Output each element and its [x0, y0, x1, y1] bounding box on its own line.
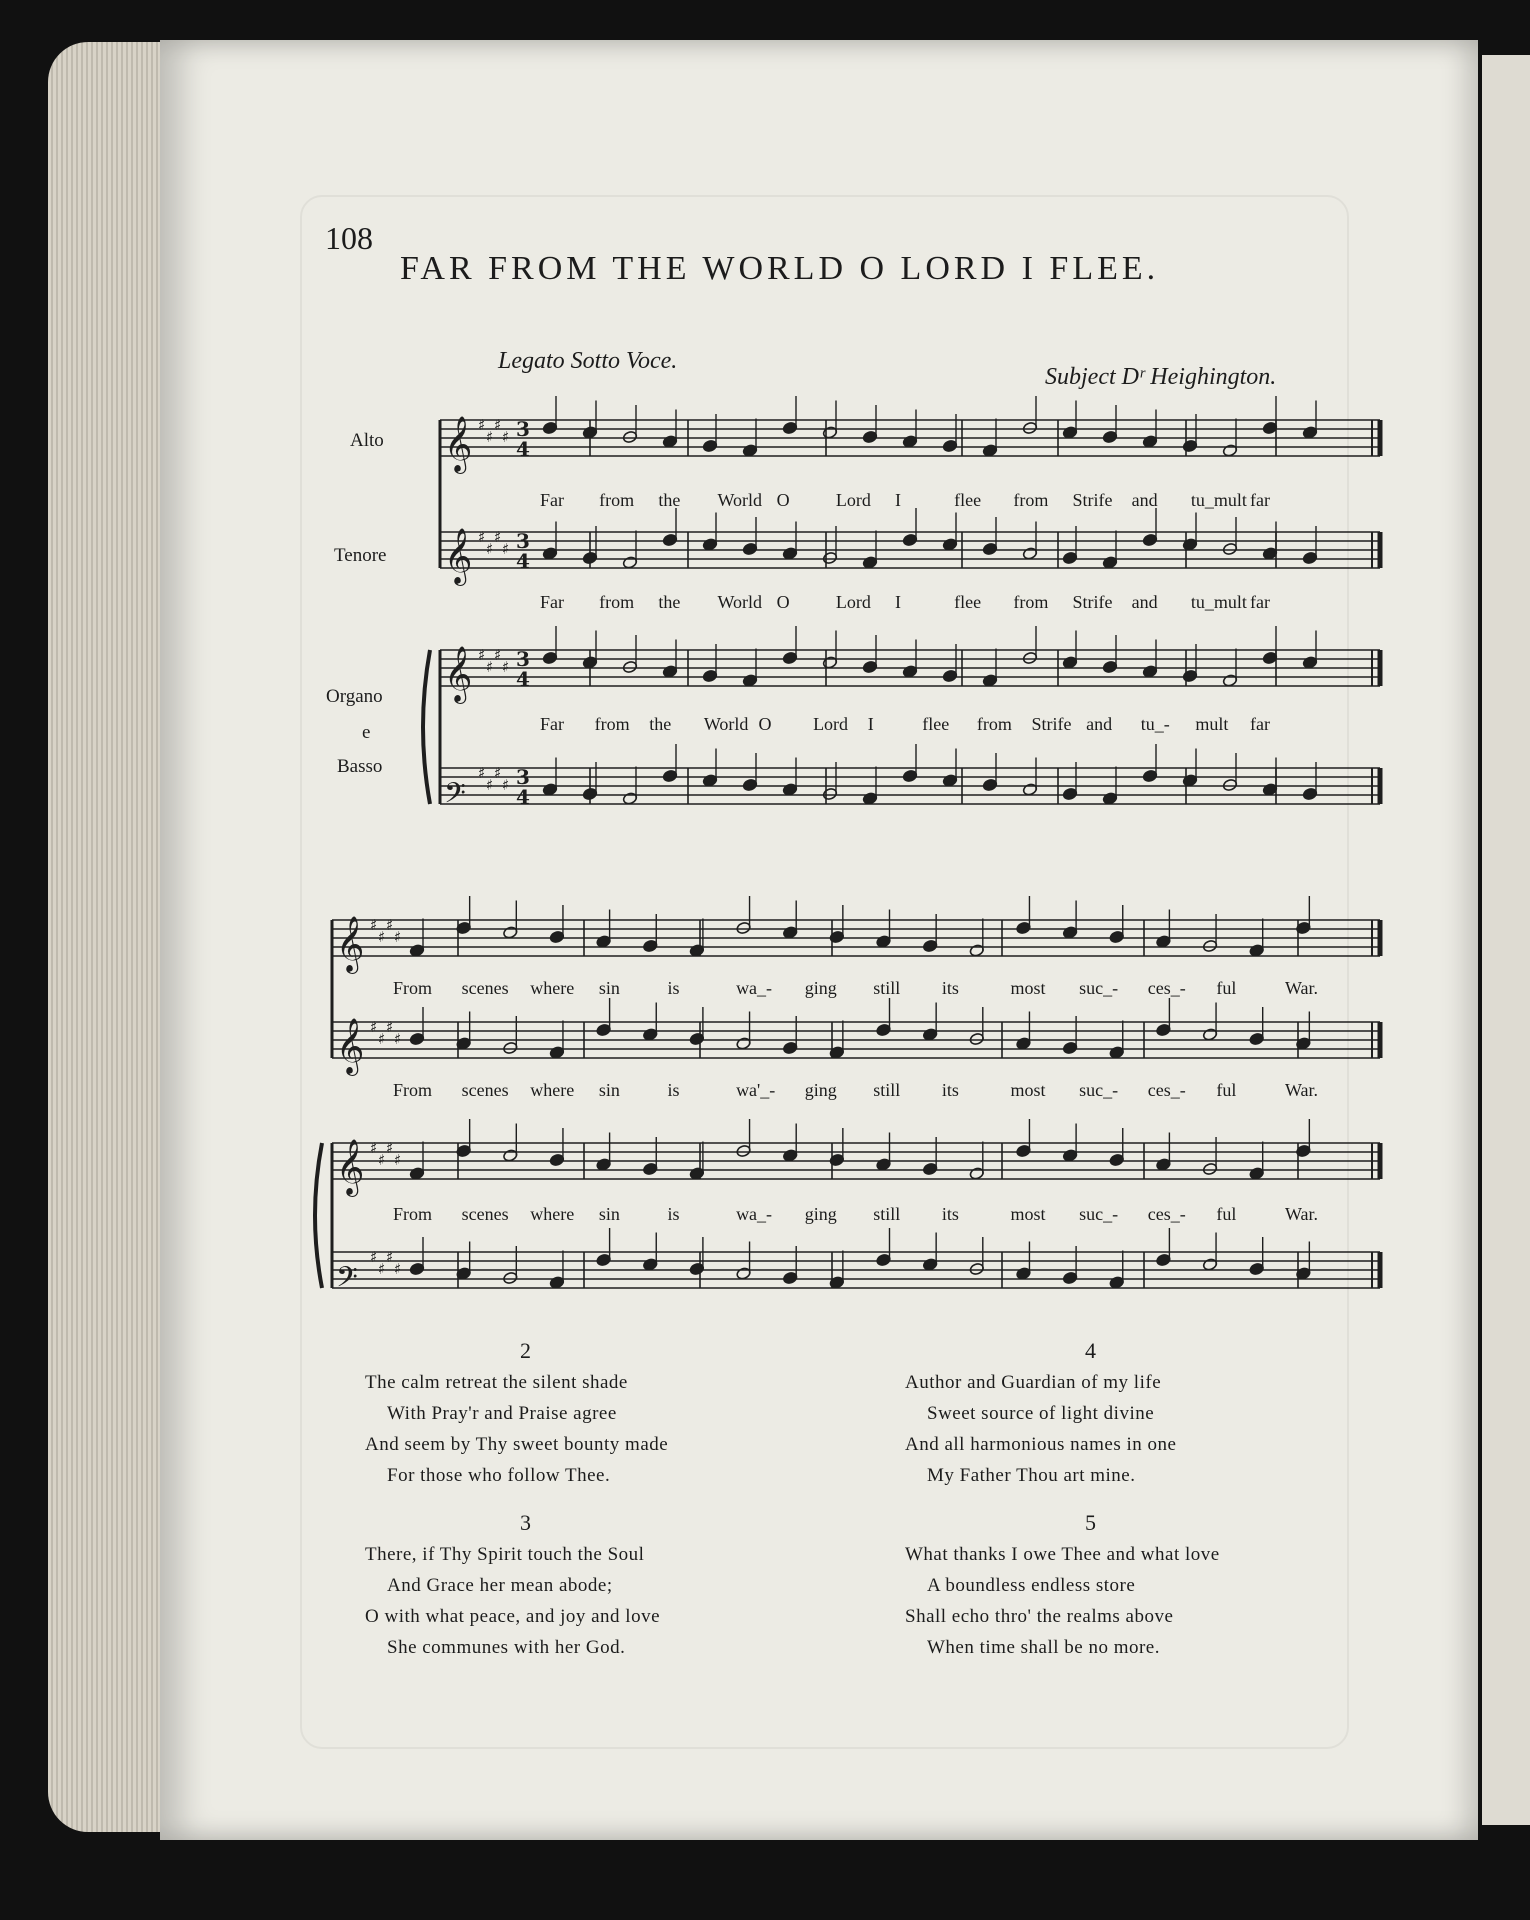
sharp-sign: ♯ [378, 1030, 386, 1048]
sharp-sign: ♯ [494, 764, 502, 782]
tenor-lyric-syllable: World [717, 592, 763, 612]
alto-lyric-syllable: O [776, 490, 790, 510]
organ-lyric-syllable: suc_- [1079, 1204, 1119, 1224]
time-signature-bottom: 4 [516, 549, 530, 573]
verse-line: With Pray'r and Praise agree [387, 1403, 617, 1424]
tenor-lyric-syllable: most [1010, 1080, 1046, 1100]
verse-line: Sweet source of light divine [927, 1403, 1155, 1424]
sharp-sign: ♯ [486, 776, 494, 794]
verse-line: And seem by Thy sweet bounty made [365, 1434, 669, 1455]
sharp-sign: ♯ [494, 528, 502, 546]
tenor-lyric-syllable: still [873, 1080, 901, 1100]
organ-lyric-syllable: wa_- [736, 1204, 773, 1224]
part-label-basso: Basso [337, 756, 383, 777]
verse-line: A boundless endless store [927, 1575, 1136, 1596]
tenor-lyric-syllable: the [658, 592, 681, 612]
tenor-lyric-syllable: Strife [1072, 592, 1113, 612]
alto-lyric-syllable: its [941, 978, 959, 998]
treble-clef: 𝄞 [336, 1018, 365, 1074]
tenor-lyric-syllable: Lord [835, 592, 871, 612]
bass-clef: 𝄢 [444, 777, 466, 817]
sharp-sign: ♯ [394, 1260, 402, 1278]
tenor-lyric-syllable: wa'_- [736, 1080, 776, 1100]
organ-lyric-syllable: where [530, 1204, 575, 1224]
organ-lyric-syllable: From [393, 1204, 433, 1224]
sharp-sign: ♯ [486, 540, 494, 558]
verse-number: 4 [1085, 1338, 1096, 1363]
verse-line: Author and Guardian of my life [905, 1372, 1162, 1393]
alto-lyric-syllable: sin [598, 978, 620, 998]
alto-lyric-syllable: flee [954, 490, 982, 510]
verse-number: 3 [520, 1510, 531, 1535]
verse-line: When time shall be no more. [927, 1637, 1160, 1658]
organ-lyric-syllable: tu_- [1140, 714, 1170, 734]
alto-lyric-syllable: ces_- [1147, 978, 1186, 998]
organ-lyric-syllable: Lord [813, 714, 849, 734]
tenor-lyric-syllable: ces_- [1147, 1080, 1186, 1100]
sharp-sign: ♯ [370, 916, 378, 934]
verse-number: 2 [520, 1338, 531, 1363]
alto-lyric-syllable: World [717, 490, 763, 510]
sharp-sign: ♯ [394, 1030, 402, 1048]
sharp-sign: ♯ [502, 540, 510, 558]
alto-lyric-syllable: Far [540, 490, 564, 510]
organ-lyric-syllable: Strife [1031, 714, 1072, 734]
organ-lyric-syllable: I [867, 714, 874, 734]
organ-lyric-syllable: ful [1216, 1204, 1237, 1224]
piano-brace [423, 650, 430, 804]
tenor-lyric-syllable: scenes [461, 1080, 509, 1100]
tempo-marking: Legato Sotto Voce. [498, 348, 678, 374]
tenor-lyric-syllable: from [599, 592, 635, 612]
sharp-sign: ♯ [478, 416, 486, 434]
verse-line: For those who follow Thee. [387, 1465, 611, 1486]
part-label-organo: Organo [326, 686, 383, 707]
treble-clef: 𝄞 [336, 1139, 365, 1195]
organ-lyric-syllable: War. [1285, 1204, 1319, 1224]
tenor-lyric-syllable: suc_- [1079, 1080, 1119, 1100]
verse-line: The calm retreat the silent shade [365, 1372, 628, 1393]
sharp-sign: ♯ [386, 1248, 394, 1266]
alto-lyric-syllable: suc_- [1079, 978, 1119, 998]
organ-lyric-syllable: far [1250, 714, 1270, 734]
sharp-sign: ♯ [494, 416, 502, 434]
alto-lyric-syllable: ging [804, 978, 837, 998]
treble-clef: 𝄞 [444, 646, 473, 702]
sharp-sign: ♯ [378, 1151, 386, 1169]
tenor-lyric-syllable: ful [1216, 1080, 1237, 1100]
verse-line: And all harmonious names in one [905, 1434, 1177, 1455]
sharp-sign: ♯ [478, 528, 486, 546]
time-signature-bottom: 4 [516, 785, 530, 809]
organ-lyric-syllable: still [873, 1204, 901, 1224]
alto-lyric-syllable: and [1131, 490, 1158, 510]
organ-lyric-syllable: is [667, 1204, 680, 1224]
time-signature-top: 3 [516, 765, 530, 789]
organ-lyric-syllable: scenes [461, 1204, 509, 1224]
sharp-sign: ♯ [386, 916, 394, 934]
verse-line: My Father Thou art mine. [927, 1465, 1136, 1486]
tenor-lyric-syllable: is [667, 1080, 680, 1100]
tenor-lyric-syllable: and [1131, 592, 1158, 612]
verse-line: What thanks I owe Thee and what love [905, 1544, 1220, 1565]
tenor-lyric-syllable: ging [804, 1080, 837, 1100]
organ-lyric-syllable: ces_- [1147, 1204, 1186, 1224]
alto-lyric-syllable: Strife [1072, 490, 1113, 510]
sharp-sign: ♯ [502, 776, 510, 794]
organ-lyric-syllable: from [976, 714, 1012, 734]
sharp-sign: ♯ [378, 1260, 386, 1278]
sharp-sign: ♯ [370, 1139, 378, 1157]
verse-line: She communes with her God. [387, 1637, 626, 1658]
alto-lyric-syllable: far [1250, 490, 1270, 510]
alto-lyric-syllable: From [393, 978, 433, 998]
alto-lyric-syllable: tu_mult [1190, 490, 1247, 510]
sharp-sign: ♯ [394, 1151, 402, 1169]
tenor-lyric-syllable: far [1250, 592, 1270, 612]
tenor-lyric-syllable: From [393, 1080, 433, 1100]
organ-lyric-syllable: sin [598, 1204, 620, 1224]
tenor-lyric-syllable: I [895, 592, 901, 612]
organ-lyric-syllable: Far [540, 714, 564, 734]
alto-lyric-syllable: still [873, 978, 901, 998]
sharp-sign: ♯ [494, 646, 502, 664]
alto-lyric-syllable: Lord [835, 490, 871, 510]
verse-line: There, if Thy Spirit touch the Soul [365, 1544, 645, 1565]
sharp-sign: ♯ [478, 646, 486, 664]
sharp-sign: ♯ [502, 658, 510, 676]
tenor-lyric-syllable: sin [598, 1080, 620, 1100]
tenor-lyric-syllable: O [776, 592, 790, 612]
treble-clef: 𝄞 [444, 528, 473, 584]
piano-brace [315, 1143, 322, 1288]
part-label-alto: Alto [350, 430, 384, 451]
time-signature-bottom: 4 [516, 437, 530, 461]
tenor-lyric-syllable: War. [1285, 1080, 1319, 1100]
sharp-sign: ♯ [486, 658, 494, 676]
sharp-sign: ♯ [478, 764, 486, 782]
part-label-tenore: Tenore [334, 545, 387, 566]
bass-clef: 𝄢 [336, 1261, 358, 1301]
sharp-sign: ♯ [394, 928, 402, 946]
sharp-sign: ♯ [486, 428, 494, 446]
alto-lyric-syllable: most [1010, 978, 1046, 998]
song-title: FAR FROM THE WORLD O LORD I FLEE. [400, 250, 1160, 287]
tenor-lyric-syllable: tu_mult [1190, 592, 1247, 612]
organ-lyric-syllable: flee [922, 714, 950, 734]
part-label-e: e [362, 722, 371, 743]
alto-lyric-syllable: from [1013, 490, 1049, 510]
sharp-sign: ♯ [370, 1248, 378, 1266]
treble-clef: 𝄞 [336, 916, 365, 972]
time-signature-top: 3 [516, 529, 530, 553]
alto-lyric-syllable: ful [1216, 978, 1237, 998]
organ-lyric-syllable: the [649, 714, 672, 734]
verse-number: 5 [1085, 1510, 1096, 1535]
tenor-lyric-syllable: its [941, 1080, 959, 1100]
organ-lyric-syllable: ging [804, 1204, 837, 1224]
tenor-lyric-syllable: flee [954, 592, 982, 612]
tenor-lyric-syllable: where [530, 1080, 575, 1100]
composer-attribution: Subject Dʳ Heighington. [1045, 364, 1277, 390]
verse-line: Shall echo thro' the realms above [905, 1606, 1174, 1627]
sharp-sign: ♯ [386, 1139, 394, 1157]
alto-lyric-syllable: the [658, 490, 681, 510]
sharp-sign: ♯ [378, 928, 386, 946]
sharp-sign: ♯ [502, 428, 510, 446]
time-signature-bottom: 4 [516, 667, 530, 691]
verse-line: And Grace her mean abode; [387, 1575, 613, 1596]
organ-lyric-syllable: and [1086, 714, 1113, 734]
verse-line: O with what peace, and joy and love [365, 1606, 661, 1627]
alto-lyric-syllable: War. [1285, 978, 1319, 998]
sharp-sign: ♯ [370, 1018, 378, 1036]
time-signature-top: 3 [516, 647, 530, 671]
sharp-sign: ♯ [386, 1018, 394, 1036]
tenor-lyric-syllable: Far [540, 592, 564, 612]
page-number: 108 [325, 220, 373, 256]
tenor-lyric-syllable: from [1013, 592, 1049, 612]
alto-lyric-syllable: I [895, 490, 901, 510]
treble-clef: 𝄞 [444, 416, 473, 472]
organ-lyric-syllable: mult [1195, 714, 1229, 734]
organ-lyric-syllable: World [703, 714, 749, 734]
organ-lyric-syllable: O [758, 714, 772, 734]
organ-lyric-syllable: from [594, 714, 630, 734]
alto-lyric-syllable: is [667, 978, 680, 998]
alto-lyric-syllable: from [599, 490, 635, 510]
organ-lyric-syllable: most [1010, 1204, 1046, 1224]
alto-lyric-syllable: scenes [461, 978, 509, 998]
alto-lyric-syllable: wa_- [736, 978, 773, 998]
alto-lyric-syllable: where [530, 978, 575, 998]
time-signature-top: 3 [516, 417, 530, 441]
organ-lyric-syllable: its [941, 1204, 959, 1224]
